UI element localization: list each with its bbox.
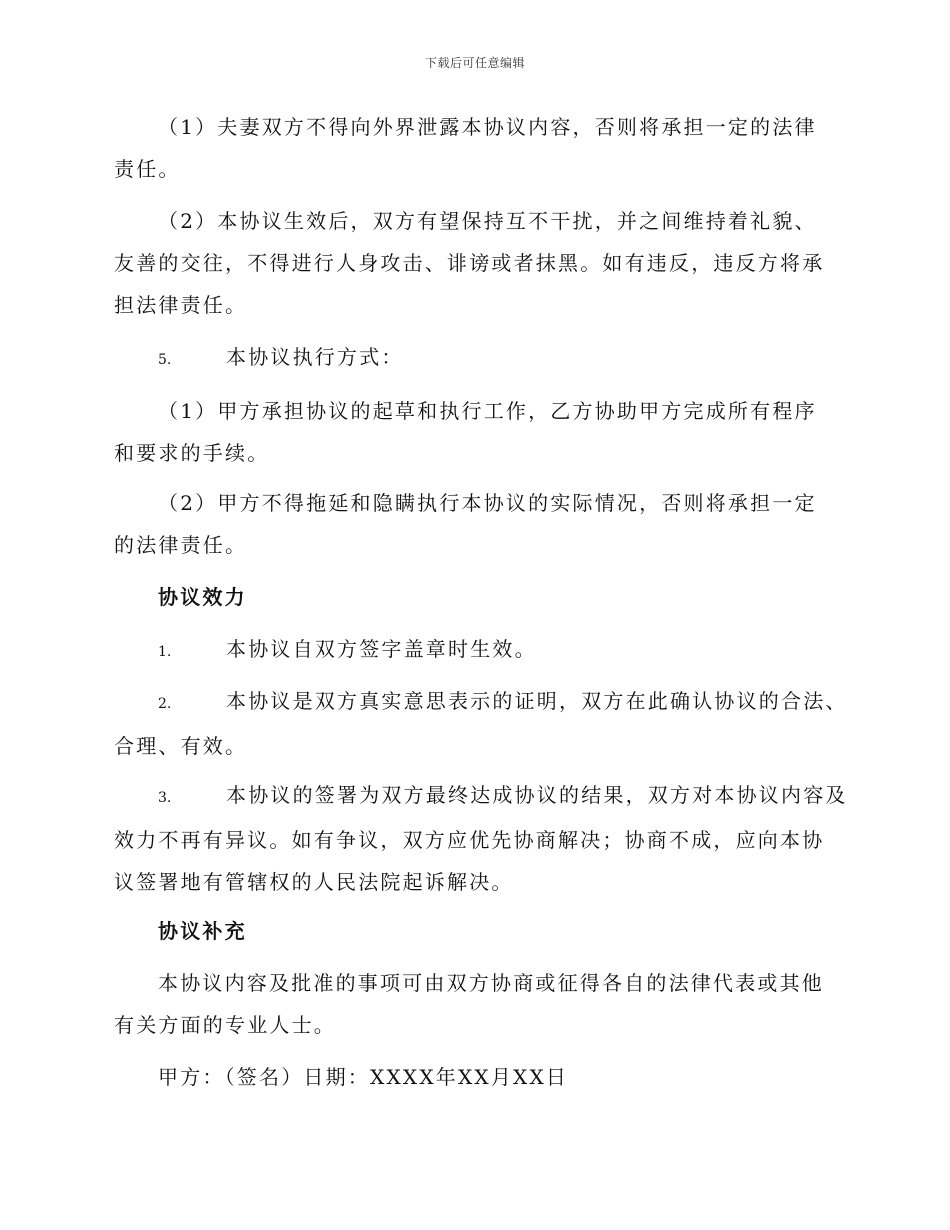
list-number: 2. bbox=[158, 696, 172, 712]
list-item-2 bbox=[114, 680, 848, 767]
list-number: 3. bbox=[158, 790, 172, 806]
list-item-text: 本协议自双方签字盖章时生效。 bbox=[226, 637, 537, 661]
section-heading-validity: 协议效力 bbox=[158, 585, 247, 609]
paragraph-non-interference: （2）本协议生效后，双方有望保持互不干扰，并之间维持着礼貌、友善的交往，不得进行人身攻击、诽谤或者抹黑。如有违反，违反方将承担法律责任。 bbox=[114, 209, 825, 317]
paragraph-supplement: 本协议内容及批准的事项可由双方协商或征得各自的法律代表或其他有关方面的专业人士。 bbox=[114, 971, 824, 1037]
signature-line: 甲方：（签名）日期：XXXX年XX月XX日 bbox=[158, 1065, 569, 1089]
page-header: 下载后可任意编辑 bbox=[424, 56, 525, 70]
paragraph-execution-disclosure: （2）甲方不得拖延和隐瞒执行本协议的实际情况，否则将承担一定的法律责任。 bbox=[114, 491, 817, 557]
list-number: 5. bbox=[158, 352, 172, 368]
list-item-continuation: 效力不再有异议。如有争议，双方应优先协商解决；协商不成，应向本协议签署地有管辖权的人民法院起诉解决。 bbox=[114, 828, 825, 894]
paragraph-confidentiality: （1）夫妻双方不得向外界泄露本协议内容，否则将承担一定的法律责任。 bbox=[114, 115, 817, 181]
list-item-text: 本协议的签署为双方最终达成协议的结果，双方对本协议内容及 bbox=[226, 783, 848, 807]
paragraph-execution-drafting: （1）甲方承担协议的起草和执行工作，乙方协助甲方完成所有程序和要求的手续。 bbox=[114, 399, 817, 465]
list-item-1 bbox=[114, 628, 834, 673]
list-item-3 bbox=[114, 774, 848, 903]
list-item-text: 本协议执行方式： bbox=[226, 345, 404, 369]
section-heading-supplement: 协议补充 bbox=[158, 919, 247, 943]
list-item-5 bbox=[114, 336, 834, 381]
list-item-continuation: 合理、有效。 bbox=[114, 734, 248, 758]
list-number: 1. bbox=[158, 644, 172, 660]
list-item-text: 本协议是双方真实意思表示的证明，双方在此确认协议的合法、 bbox=[226, 689, 848, 713]
